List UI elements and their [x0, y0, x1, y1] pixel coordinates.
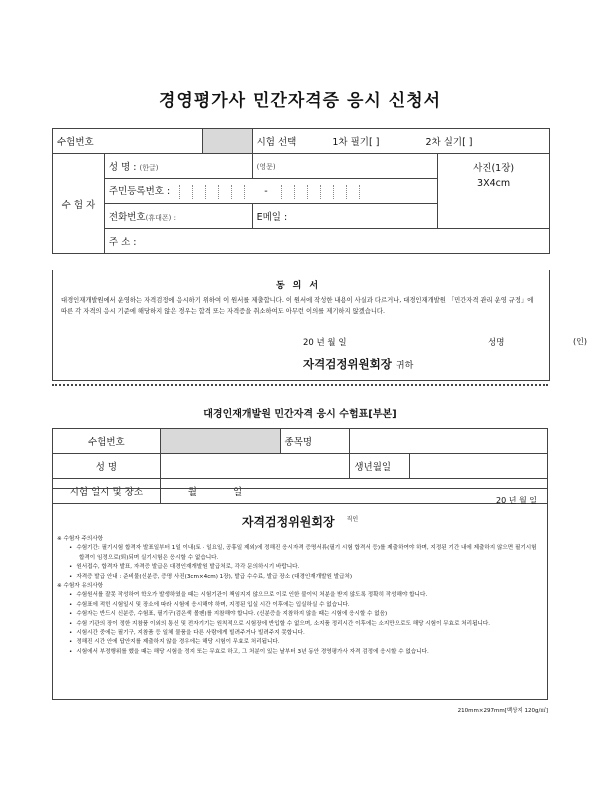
rrn-front-boxes — [179, 185, 257, 199]
cut-line — [52, 384, 548, 386]
consent-signer-name: 자격검정위원회장 — [303, 357, 392, 371]
ticket-box — [52, 488, 548, 700]
paper-size-note: 210mm×297mm[백상지 120g/㎡] — [457, 708, 548, 714]
ticket-name-field[interactable] — [160, 454, 350, 479]
rrn-back-boxes — [281, 185, 372, 199]
birth-field[interactable] — [410, 454, 548, 479]
ticket-signer-name: 자격검정위원회장 — [241, 515, 335, 529]
birth-label: 생년월일 — [350, 454, 410, 479]
form-title: 경영평가사 민간자격증 응시 신청서 — [158, 91, 442, 111]
consent-sign-label: 성명 — [488, 338, 505, 348]
exam-option-practical[interactable]: 2차 실기[ ] — [425, 137, 473, 148]
phone-hint: (휴대폰) : — [145, 214, 176, 222]
rrn-dash: - — [264, 186, 268, 198]
consent-signer-suffix: 귀하 — [395, 361, 414, 371]
applicant-label: 수 험 자 — [53, 154, 105, 254]
name-field[interactable] — [104, 154, 252, 179]
email-field[interactable] — [252, 204, 438, 229]
day-label: 일 — [233, 487, 243, 498]
note-item: • 정해진 시간 안에 답안지를 제출하지 않을 경우에는 해당 시험이 무효로 처리됩니다. — [79, 638, 543, 647]
consent-title: 동의서 — [275, 281, 327, 291]
phone-field[interactable] — [104, 204, 252, 229]
ticket-name-label: 성 명 — [53, 454, 161, 479]
name-english-hint: (영문) — [256, 162, 276, 171]
notes-list-1 — [57, 544, 543, 582]
photo-box[interactable] — [438, 154, 550, 229]
name-hangul-hint: (한글) — [139, 164, 159, 172]
address-field[interactable] — [104, 229, 549, 254]
datetime-label: 시험 일시 및 장소 — [53, 479, 161, 504]
photo-label: 사진(1장) — [473, 163, 515, 174]
ticket-signer — [53, 513, 547, 530]
notes-heading-2: ※ 수험자 유의사항 — [57, 583, 104, 590]
name-label: 성 명 : — [108, 162, 137, 173]
exam-select-row — [252, 129, 549, 154]
month-label: 월 — [187, 487, 197, 498]
consent-body: 대경인재개발원에서 운영하는 자격검정에 응시하기 위하여 이 원서를 제출합니다. 이 원서에 작성한 내용이 사실과 다르거나, 대경인재개발원 「민간자격 관리 운영 규정」에 따른 각 자격의 응시 기준에 해당하지 않은 경우는 합격 또는 자격증을 취소하여도 아무런 이의를 제기하지 않겠습니다. — [61, 297, 534, 315]
note-item: • 자격증 발급 안내 : 준비물(신분증, 증명 사진(3cm×4cm) 1장), 발급 수수료, 발급 장소 (대경인재개발원 발급처) — [79, 573, 543, 582]
note-item: • 수험 기관의 장이 정한 지참품 이외의 통신 및 전자기기는 원칙적으로 시험장에 반입할 수 없으며, 소지품 정리시간 이후에는 소지만으로도 해당 시험이 무효로 처리됩니다. — [79, 620, 543, 629]
note-item: • 원서접수, 합격자 발표, 자격증 발급은 대경인재개발원 발급처로, 각각 문의하시기 바랍니다. — [79, 563, 543, 572]
note-item: • 시험에서 부정행위를 했을 때는 해당 시험을 정지 또는 무효로 하고, 그 처분이 있는 날부터 3년 동안 경영평가사 자격 검정에 응시할 수 없습니다. — [79, 648, 543, 657]
consent-section — [52, 270, 587, 381]
consent-seal-label: (인) — [573, 337, 587, 346]
ticket-exam-number-label: 수험번호 — [53, 429, 161, 454]
ticket-date: 20 년 월 일 — [496, 496, 537, 505]
notes-heading-1: ※ 수험자 주의사항 — [57, 536, 104, 542]
subject-label: 종목명 — [280, 429, 350, 454]
note-item: • 시험시간 중에는 필기구, 지참품 등 일체 물품을 다른 사람에게 빌려주거나 빌려주지 못합니다. — [79, 629, 543, 638]
ticket-seal-label: 직인 — [346, 516, 359, 523]
exam-select-label: 시험 선택 — [256, 137, 297, 148]
rrn-label: 주민등록번호 : — [108, 186, 171, 198]
rrn-field[interactable] — [104, 179, 437, 204]
exam-option-written[interactable]: 1차 필기[ ] — [332, 137, 380, 148]
note-item: • 수험기간: 필기시험 합격자 발표일부터 1일 이내(토 · 일요일, 공휴일 제외)에 정해진 응시자격 증명서류(필기 시험 합격서 등)를 제출하여야 하며, 지정된 기간 내에 제출하지 않으면 필기시험 합격이 임정으로(퇴)되며 실기시험은 응시할 수 없습니다. — [79, 544, 543, 563]
address-label: 주 소 : — [108, 237, 137, 248]
photo-size: 3X4cm — [477, 178, 511, 189]
note-item: • 수험표에 적힌 시험일시 및 장소에 따라 시험에 응시해야 하며, 지정된 입실 시간 이후에는 입실하실 수 없습니다. — [79, 601, 543, 610]
ticket-exam-number-field[interactable] — [160, 429, 280, 454]
application-form-table — [52, 128, 550, 254]
exam-number-label: 수험번호 — [53, 129, 203, 154]
ticket-title: 대경인재개발원 민간자격 응시 수험표[부본] — [203, 409, 397, 420]
consent-date: 20 년 월 일 — [303, 338, 347, 348]
subject-field[interactable] — [350, 429, 548, 454]
consent-signer — [303, 356, 413, 372]
ticket-notes — [57, 535, 543, 657]
name-english-field[interactable] — [252, 154, 438, 179]
exam-number-field[interactable] — [202, 129, 252, 154]
note-item: • 수험자는 반드시 신분증, 수험표, 필기구(검은색 볼펜)를 지참해야 합니다. (신분증을 지참하지 않을 때는 시험에 응시할 수 없음) — [79, 610, 543, 619]
notes-list-2 — [57, 591, 543, 657]
phone-label: 전화번호 — [108, 212, 146, 223]
email-label: E메일 : — [256, 212, 288, 223]
note-item: • 수험원서를 잘못 작성하여 학오가 발생하였을 때는 시험기관이 책임지지 않으므로 이로 인한 불이익 처분을 받지 않도록 정확히 작성해야 합니다. — [79, 591, 543, 600]
